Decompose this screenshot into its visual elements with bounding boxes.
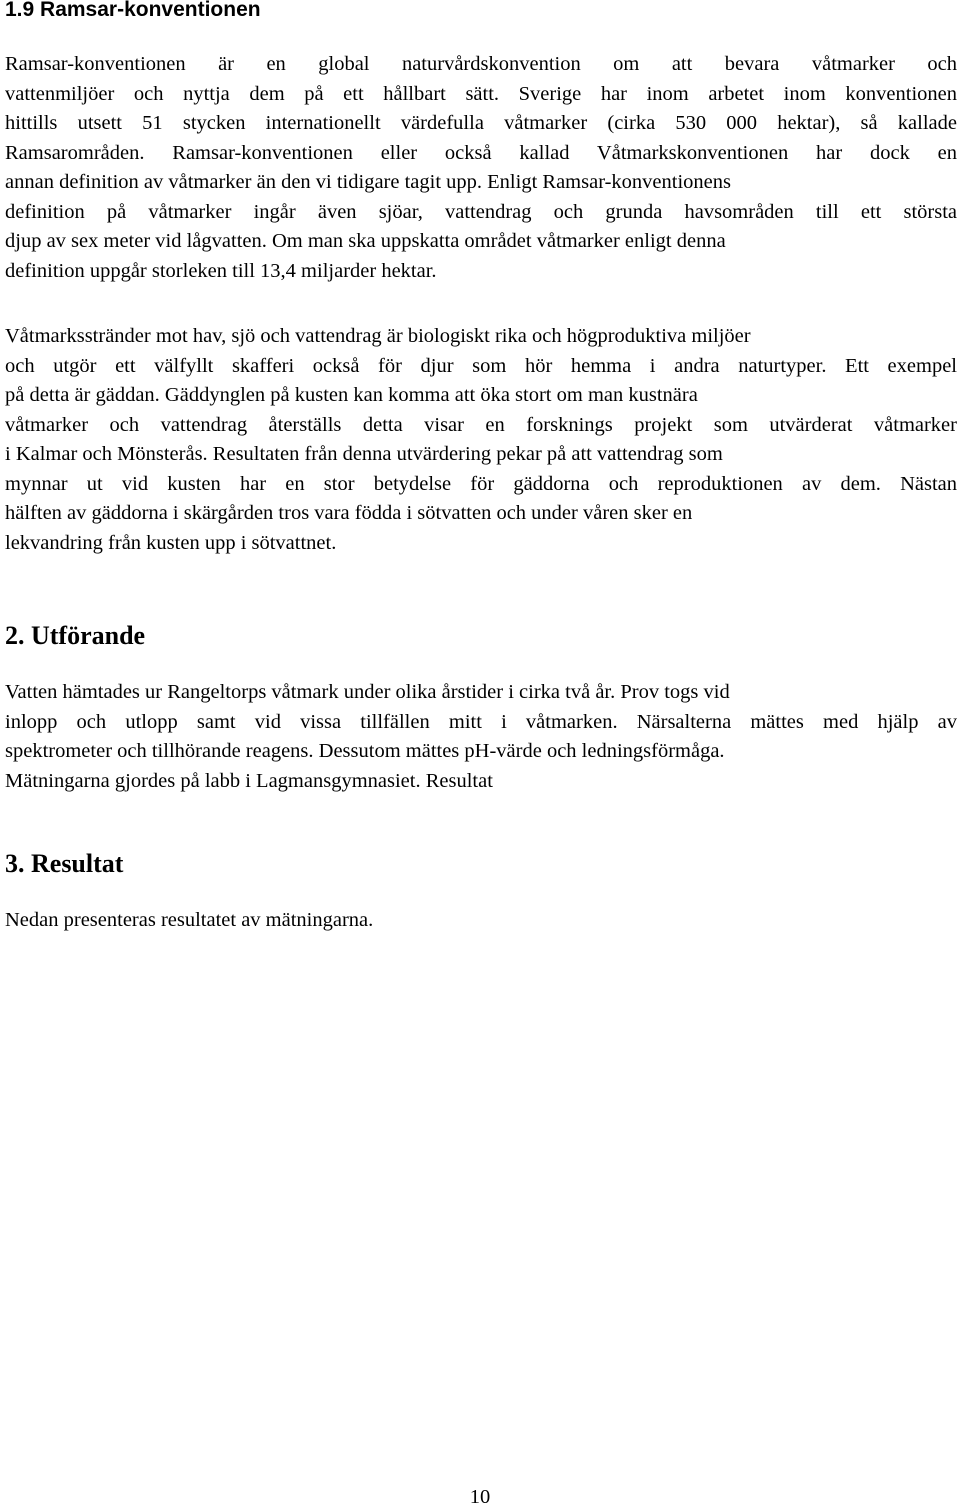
section-heading-ramsar: 1.9 Ramsar-konventionen (5, 0, 261, 21)
text-line: Vatten hämtades ur Rangeltorps våtmark under olika årstider i cirka två år. Prov togs vid (5, 681, 730, 703)
text-line: definition på våtmarker ingår även sjöar, vattendrag och grunda havsområden till ett största (5, 200, 957, 223)
text-line: våtmarker och vattendrag återställs detta visar en forsknings projekt som utvärderat våtmarker (5, 413, 957, 436)
text-line: inlopp och utlopp samt vid vissa tillfällen mitt i våtmarken. Närsalterna mättes med hjälp av (5, 710, 957, 733)
text-line: Mätningarna gjordes på labb i Lagmansgymnasiet. Resultat (5, 769, 493, 792)
paragraph-method (5, 678, 957, 796)
text-line: Nedan presenteras resultatet av mätningarna. (5, 909, 374, 931)
paragraph-wetland-shores (5, 322, 957, 558)
text-line: mynnar ut vid kusten har en stor betydelse för gäddorna och reproduktionen av dem. Nästan (5, 472, 957, 495)
text-line: lekvandring från kusten upp i sötvattnet. (5, 531, 337, 554)
section-heading-results: 3. Resultat (5, 849, 124, 878)
text-line: hälften av gäddorna i skärgården tros vara födda i sötvatten och under våren sker en (5, 502, 693, 524)
text-line: annan definition av våtmarker än den vi tidigare tagit upp. Enligt Ramsar-konventionens (5, 171, 731, 193)
text-line: definition uppgår storleken till 13,4 miljarder hektar. (5, 259, 437, 282)
text-line: hittills utsett 51 stycken internationellt värdefulla våtmarker (cirka 530 000 hektar), så kallade (5, 112, 957, 134)
text-line: i Kalmar och Mönsterås. Resultaten från denna utvärdering pekar på att vattendrag som (5, 443, 723, 465)
text-line: djup av sex meter vid lågvatten. Om man ska uppskatta området våtmarker enligt denna (5, 230, 726, 252)
text-line: Våtmarksstränder mot hav, sjö och vattendrag är biologiskt rika och högproduktiva miljöer (5, 325, 751, 347)
text-line: Ramsarområden. Ramsar-konventionen eller också kallad Våtmarkskonventionen har dock en (5, 141, 957, 164)
paragraph-ramsar-definition (5, 50, 957, 286)
page-number: 10 (469, 1486, 491, 1508)
text-line: och utgör ett välfyllt skafferi också för djur som hör hemma i andra naturtyper. Ett exempel (5, 354, 957, 377)
text-line: på detta är gäddan. Gäddynglen på kusten kan komma att öka stort om man kustnära (5, 384, 698, 406)
text-line: spektrometer och tillhörande reagens. Dessutom mättes pH-värde och ledningsförmåga. (5, 740, 725, 762)
paragraph-results (5, 906, 957, 936)
text-line: vattenmiljöer och nyttja dem på ett hållbart sätt. Sverige har inom arbetet inom konventionen (5, 82, 957, 105)
section-heading-method: 2. Utförande (5, 621, 146, 650)
text-line: Ramsar-konventionen är en global naturvårdskonvention om att bevara våtmarker och (5, 53, 957, 75)
